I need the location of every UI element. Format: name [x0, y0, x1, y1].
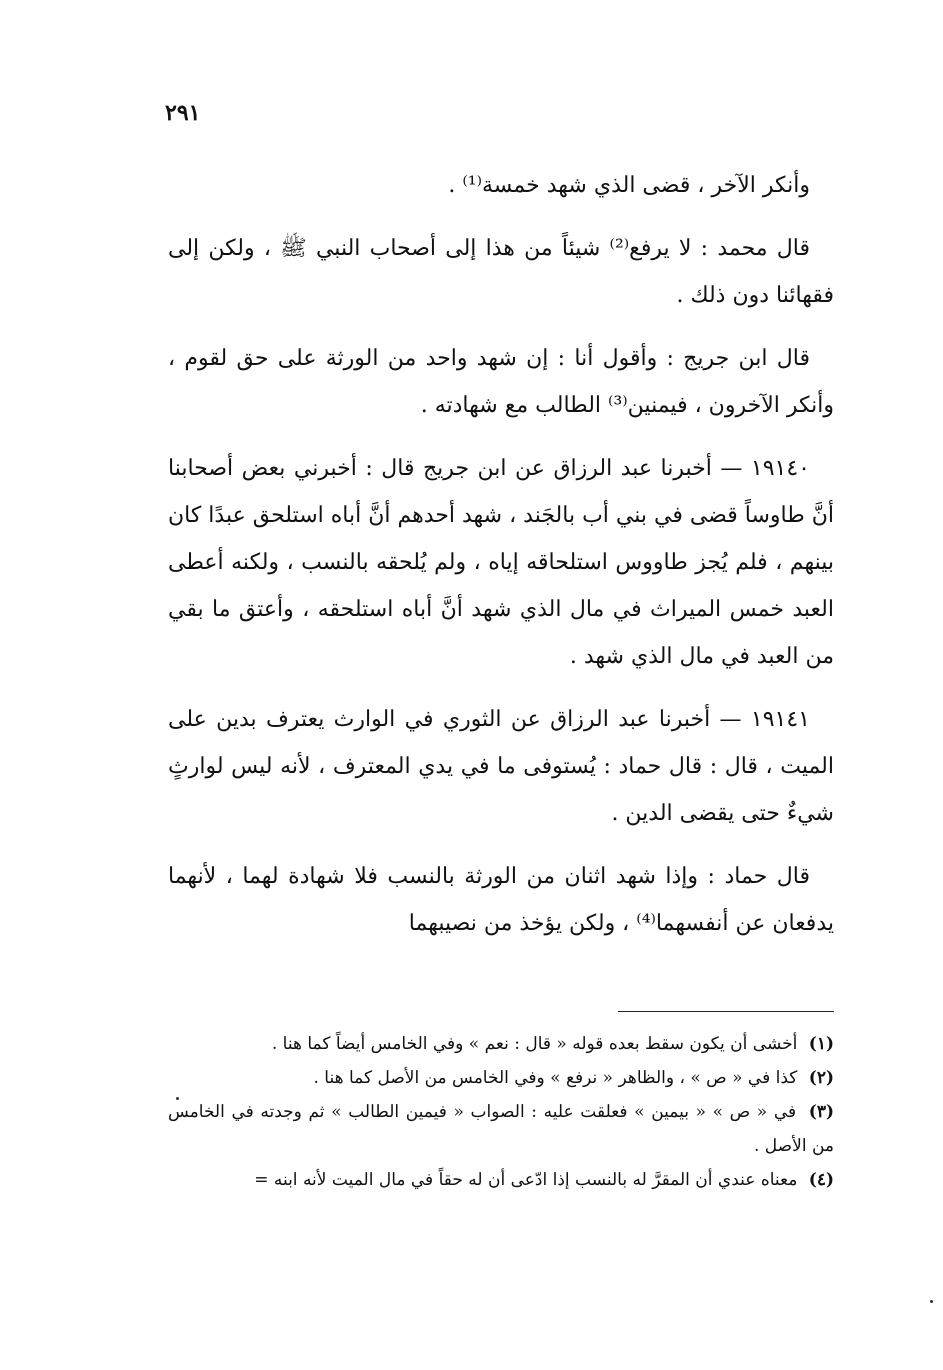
footnote-2: [168, 1061, 834, 1095]
hadith-19140: ١٩١٤٠ — أخبرنا عبد الرزاق عن ابن جريج قال : أخبرني بعض أصحابنا أنَّ طاوساً قضى في بني أب بالجَند ، شهد أحدهم أنَّ أباه استلحق عبدًا كان بينهم ، فلم يُجز طاووس استلحاقه إياه ، ولم يُلحقه بالنسب ، ولكنه أعطى العبد خمس الميراث في مال الذي شهد أنَّ أباه استلحقه ، وأعتق ما بقي من العبد في مال الذي شهد .: [167, 456, 834, 669]
page-number: ٢٩١: [165, 100, 201, 126]
footnote-number: (٤): [808, 1170, 834, 1190]
footnote-separator: [618, 1011, 834, 1012]
scan-speck: [930, 1300, 933, 1303]
footnote-text: في « ص » « بيمين » فعلقت عليه : الصواب « فيمين الطالب » ثم وجدته في الخامس من الأصل .: [168, 1102, 834, 1156]
footnote-text: أخشى أن يكون سقط بعده قوله « قال : نعم » وفي الخامس أيضاً كما هنا .: [271, 1034, 798, 1054]
footnote-number: (٢): [808, 1068, 834, 1088]
footnote-number: (٣): [808, 1102, 835, 1122]
footnote-text: كذا في « ص » ، والظاهر « نرفع » وفي الخامس من الأصل كما هنا .: [313, 1068, 798, 1088]
paragraph-2: قال محمد : لا يرفع⁽²⁾ شيئاً من هذا إلى أصحاب النبي ﷺ ، ولكن إلى فقهائنا دون ذلك .: [168, 236, 834, 308]
footnotes: [168, 1027, 834, 1197]
paragraph-6: قال حماد : وإذا شهد اثنان من الورثة بالنسب فلا شهادة لهما ، لأنهما يدفعان عن أنفسهما⁽⁴⁾ ، ولكن يؤخذ من نصيبهما: [168, 864, 834, 936]
footnote-number: (١): [808, 1034, 834, 1054]
footnote-text: معناه عندي أن المقرَّ له بالنسب إذا ادّعى أن له حقاً في مال الميت لأنه ابنه =: [254, 1170, 798, 1190]
footnote-4: [168, 1163, 834, 1197]
paragraph-1: وأنكر الآخر ، قضى الذي شهد خمسة⁽¹⁾ .: [448, 173, 810, 198]
main-text: [168, 162, 834, 963]
footnote-1: [168, 1027, 834, 1061]
hadith-19141: ١٩١٤١ — أخبرنا عبد الرزاق عن الثوري في الوارث يعترف بدين على الميت ، قال : قال حماد : يُستوفى ما في يدي المعترف ، لأنه ليس لوارثٍ شيءٌ حتى يقضى الدين .: [168, 707, 834, 826]
footnote-3: [168, 1095, 834, 1163]
scan-speck: [176, 1097, 179, 1100]
paragraph-3: قال ابن جريج : وأقول أنا : إن شهد واحد من الورثة على حق لقوم ، وأنكر الآخرون ، فيمنين⁽³⁾ الطالب مع شهادته .: [168, 346, 834, 418]
